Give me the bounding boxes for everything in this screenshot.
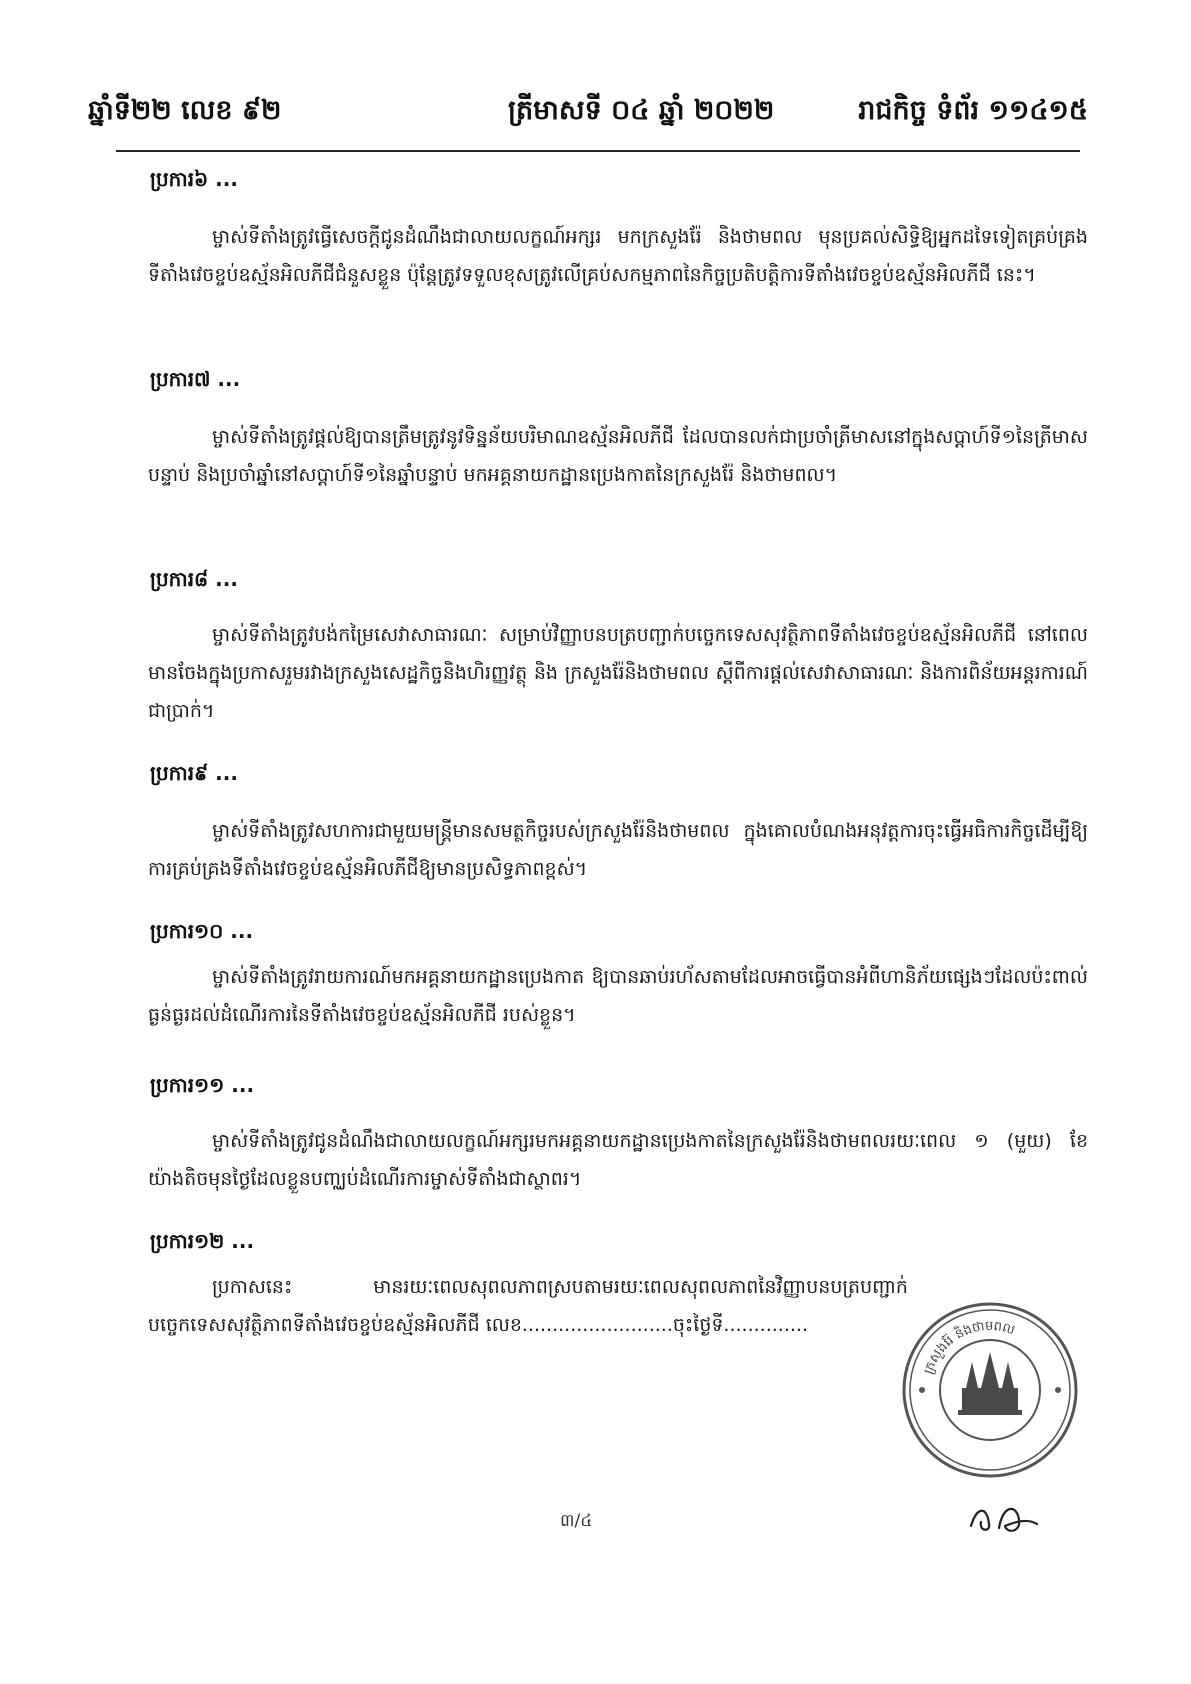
article-body: ម្ចាស់ទីតាំងត្រូវសហការជាមួយមន្ត្រីមានសមត្ថកិច្ចរបស់ក្រសួងរ៉ែនិងថាមពល ក្នុងគោលបំណងអនុវត្តការចុះធ្វើអធិការកិច្ចដើម្បីឱ្យការគ្រប់គ្រងទីតាំងវេចខ្ចប់ឧស្ម័នអិលភីជីឱ្យមានប្រសិទ្ធភាពខ្ពស់។ <box>148 820 1088 880</box>
article-body: ប្រកាសនេះ មានរយៈពេលសុពលភាពស្របតាមរយៈពេលសុពលភាពនៃវិញ្ញាបនបត្របញ្ជាក់បច្ចេកទេសសុវត្ថិភាពទីតាំងវេចខ្ចប់ឧស្ម័នអិលភីជី លេខ.........................ចុះថ្ងៃទី.............. <box>148 1276 908 1336</box>
article-title: ប្រការ៧ ... <box>150 367 241 391</box>
header-divider <box>116 150 1080 152</box>
official-seal-icon <box>900 1300 1080 1480</box>
gazette-header <box>88 88 1088 140</box>
svg-text:ក្រសួងរ៉ែ និងថាមពល <box>921 1319 1016 1376</box>
gazette-page-ref: រាជកិច្ច ទំព័រ ១១៤១៥ <box>858 95 1088 126</box>
article-body: ម្ចាស់ទីតាំងត្រូវបង់កម្រៃសេវាសាធារណៈ សម្រាប់វិញ្ញាបនបត្របញ្ជាក់បច្ចេកទេសសុវត្ថិភាពទីតាំងវេចខ្ចប់ឧស្ម័នអិលភីជី នៅពេលមានចែងក្នុងប្រកាសរួមរវាងក្រសួងសេដ្ឋកិច្ចនិងហិរញ្ញវត្ថុ និង ក្រសួងរ៉ែនិងថាមពល ស្ដីពីការផ្ដល់សេវាសាធារណៈ និងការពិន័យអន្តរការណ៍ជាប្រាក់។ <box>148 624 1088 722</box>
article-body: ម្ចាស់ទីតាំងត្រូវធ្វើសេចក្ដីជូនដំណឹងជាលាយលក្ខណ៍អក្សរ មកក្រសួងរ៉ែ និងថាមពល មុនប្រគល់សិទ្ធិឱ្យអ្នកដទៃទៀតគ្រប់គ្រងទីតាំងវេចខ្ចប់ឧស្ម័នអិលភីជីជំនួសខ្លួន ប៉ុន្តែត្រូវទទួលខុសត្រូវលើគ្រប់សកម្មភាពនៃកិច្ចប្រតិបត្តិការទីតាំងវេចខ្ចប់ឧស្ម័នអិលភីជី នេះ។ <box>148 226 1088 286</box>
signature-icon <box>965 1498 1055 1538</box>
page-number: ៣/៤ <box>560 1511 593 1531</box>
article-title: ប្រការ៨ ... <box>150 567 238 591</box>
article-body: ម្ចាស់ទីតាំងត្រូវរាយការណ៍មកអគ្គនាយកដ្ឋានប្រេងកាត ឱ្យបានឆាប់រហ័សតាមដែលអាចធ្វើបានអំពីហានិភ័យផ្សេងៗដែលប៉ះពាល់ធ្ងន់ធ្ងរដល់ដំណើរការនៃទីតាំងវេចខ្ចប់ឧស្ម័នអិលភីជី របស់ខ្លួន។ <box>148 966 1088 1026</box>
gazette-quarter: ត្រីមាសទី ០៤ ឆ្នាំ ២០២២ <box>508 95 775 126</box>
gazette-year-issue: ឆ្នាំទី២២ លេខ ៩២ <box>88 95 282 126</box>
article-title: ប្រការ១០ ... <box>150 919 254 943</box>
article-body: ម្ចាស់ទីតាំងត្រូវជូនដំណឹងជាលាយលក្ខណ៍អក្សរមកអគ្គនាយកដ្ឋានប្រេងកាតនៃក្រសួងរ៉ែនិងថាមពលរយៈពេល ១ (មួយ) ខែ យ៉ាងតិចមុនថ្ងៃដែលខ្លួនបញ្ឈប់ដំណើរការម្ចាស់ទីតាំងជាស្ថាពរ។ <box>148 1130 1088 1190</box>
article-title: ប្រការ១១ ... <box>150 1073 255 1097</box>
seal-text: ក្រសួងរ៉ែ និងថាមពល <box>921 1318 1017 1377</box>
article-title: ប្រការ៩ ... <box>150 761 238 785</box>
article-title: ប្រការ១២ ... <box>150 1229 255 1253</box>
article-title: ប្រការ៦ ... <box>150 167 238 191</box>
article-body: ម្ចាស់ទីតាំងត្រូវផ្ដល់ឱ្យបានត្រឹមត្រូវនូវទិន្នន័យបរិមាណឧស្ម័នអិលភីជី ដែលបានលក់ជាប្រចាំត្រីមាសនៅក្នុងសប្ដាហ៍ទី១នៃត្រីមាសបន្ទាប់ និងប្រចាំឆ្នាំនៅសប្ដាហ៍ទី១នៃឆ្នាំបន្ទាប់ មកអគ្គនាយកដ្ឋានប្រេងកាតនៃក្រសួងរ៉ែ និងថាមពល។ <box>148 426 1088 486</box>
